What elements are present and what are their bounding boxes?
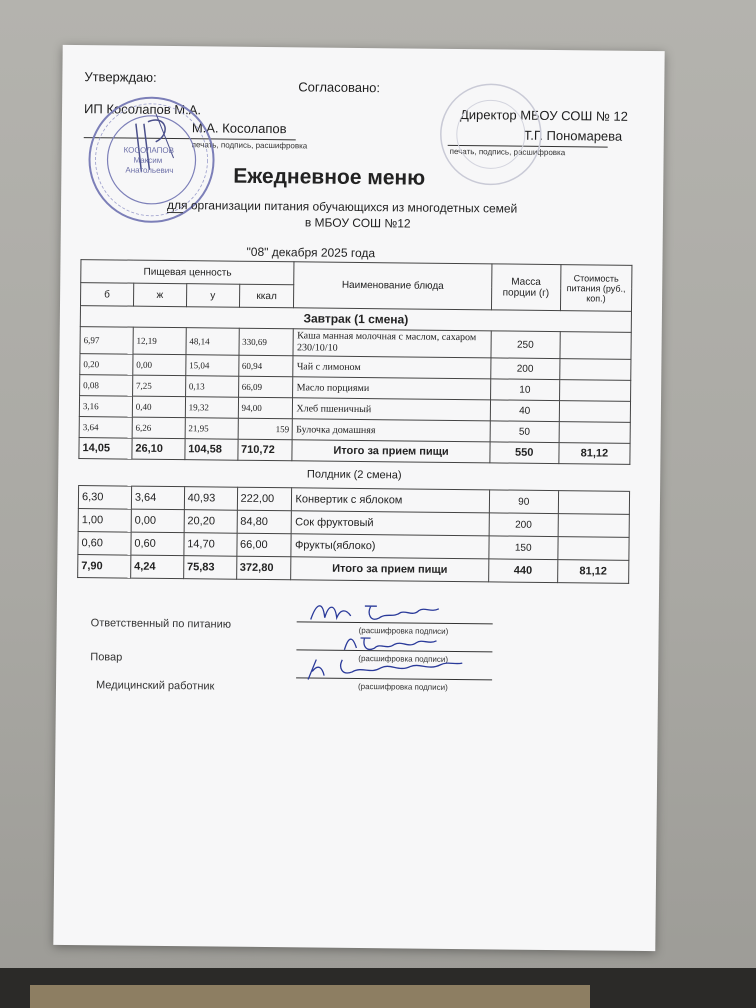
responsible-caption: (расшифровка подписи) (358, 626, 449, 636)
header-kcal: ккал (239, 284, 294, 308)
cell-zh: 0,40 (132, 396, 185, 418)
cell-u: 21,95 (185, 418, 238, 440)
approve-label: Утверждаю: (84, 69, 157, 85)
stamp-line3: Анатольевич (125, 165, 174, 176)
cell-b: 0,20 (80, 354, 133, 376)
stamp-line2: Максим (133, 155, 163, 165)
stamp-line1: КОСОЛАПОВ (123, 145, 175, 156)
cell-dish: Хлеб пшеничный (293, 398, 490, 421)
cook-caption: (расшифровка подписи) (358, 654, 449, 664)
total-b: 7,90 (78, 555, 131, 579)
cell-kcal: 94,00 (238, 397, 293, 419)
cell-cost (560, 359, 631, 381)
header-u: у (186, 284, 239, 308)
header-dish: Наименование блюда (294, 262, 492, 310)
school-stamp (435, 79, 546, 190)
director-caption: печать, подпись, расшифровка (449, 146, 566, 158)
cell-b: 0,08 (80, 375, 133, 397)
total-mass: 550 (490, 442, 559, 464)
cell-mass: 50 (490, 421, 559, 443)
ip-name: ИП Косолапов М.А. (83, 101, 202, 118)
responsible-signature (307, 595, 467, 627)
cook-signature (340, 630, 460, 657)
total-label: Итого за прием пищи (291, 557, 488, 582)
page-title: Ежедневное меню (233, 164, 426, 190)
subtitle-underline (167, 212, 183, 213)
total-cost: 81,12 (557, 560, 628, 584)
cell-cost (559, 422, 630, 444)
background-desk-edge (30, 985, 590, 1008)
header-nutrition: Пищевая ценность (81, 260, 295, 285)
total-u: 75,83 (183, 556, 236, 580)
cell-u: 20,20 (184, 510, 237, 534)
total-zh: 4,24 (131, 555, 184, 579)
total-u: 104,58 (185, 439, 238, 461)
cell-zh: 0,60 (131, 532, 184, 556)
cell-dish: Чай с лимоном (293, 356, 490, 379)
cell-kcal: 159 (238, 418, 293, 440)
cell-kcal: 60,94 (238, 355, 293, 377)
cell-dish: Фрукты(яблоко) (291, 534, 488, 559)
cell-zh: 6,26 (132, 417, 185, 439)
cell-b: 3,16 (79, 396, 132, 418)
cell-mass: 150 (489, 536, 558, 560)
total-label: Итого за прием пищи (292, 440, 489, 463)
snack-total-row (78, 555, 629, 584)
cell-cost (558, 491, 629, 515)
cell-b: 6,30 (78, 486, 131, 510)
menu-table (77, 259, 632, 584)
director-title: Директор МБОУ СОШ № 12 (459, 107, 629, 124)
total-cost: 81,12 (559, 443, 630, 465)
cell-cost (558, 537, 629, 561)
agreed-label: Согласовано: (298, 79, 381, 96)
cell-dish: Булочка домашняя (293, 419, 490, 442)
cell-kcal: 84,80 (237, 510, 292, 534)
medic-label: Медицинский работник (95, 679, 215, 693)
total-b: 14,05 (79, 438, 132, 460)
total-kcal: 372,80 (236, 556, 291, 580)
ip-caption: печать, подпись, расшифровка (191, 140, 308, 151)
cell-u: 48,14 (186, 328, 239, 356)
total-mass: 440 (488, 559, 557, 583)
cell-zh: 0,00 (131, 509, 184, 533)
subtitle-2: в МБОУ СОШ №12 (304, 215, 411, 231)
cell-b: 3,64 (79, 417, 132, 439)
cell-u: 14,70 (184, 533, 237, 557)
cell-mass: 90 (489, 490, 558, 514)
medic-signature (302, 653, 472, 685)
cell-zh: 0,00 (133, 354, 186, 376)
cell-u: 15,04 (185, 355, 238, 377)
cell-zh: 12,19 (133, 327, 186, 355)
total-zh: 26,10 (132, 438, 185, 460)
cell-zh: 7,25 (132, 375, 185, 397)
cell-u: 19,32 (185, 397, 238, 419)
cell-cost (560, 332, 631, 360)
header-cost: Стоимость питания (руб., коп.) (560, 265, 632, 312)
cell-mass: 200 (490, 358, 559, 380)
cell-dish: Сок фруктовый (292, 511, 489, 536)
total-kcal: 710,72 (237, 439, 292, 461)
subtitle-1: для организации питания обучающихся из многодетных семей (166, 197, 518, 216)
snack-title: Полдник (2 смена) (79, 459, 630, 492)
cell-kcal: 330,69 (239, 328, 294, 356)
cell-kcal: 222,00 (237, 487, 292, 511)
cell-cost (559, 401, 630, 423)
cell-u: 0,13 (185, 376, 238, 398)
cell-cost (559, 380, 630, 402)
cell-kcal: 66,00 (236, 533, 291, 557)
cell-b: 1,00 (78, 509, 131, 533)
cell-cost (558, 514, 629, 538)
menu-document (53, 45, 664, 951)
cook-label: Повар (90, 651, 123, 664)
cell-mass: 250 (491, 331, 560, 359)
cell-kcal: 66,09 (238, 376, 293, 398)
cell-dish: Масло порциями (293, 377, 490, 400)
director-name: Т.Г. Пономарева (523, 127, 623, 144)
header-zh: ж (133, 283, 186, 307)
cell-b: 6,97 (80, 327, 133, 355)
cell-mass: 10 (490, 379, 559, 401)
header-mass: Масса порции (г) (491, 264, 561, 311)
menu-date: "08" декабря 2025 года (246, 244, 376, 261)
cell-mass: 40 (490, 400, 559, 422)
cell-dish: Конвертик с яблоком (292, 488, 489, 513)
ip-sign-name: М.А. Косолапов (191, 120, 287, 137)
responsible-label: Ответственный по питанию (90, 617, 232, 631)
header-b: б (80, 283, 133, 307)
cell-u: 40,93 (184, 487, 237, 511)
cell-b: 0,60 (78, 532, 131, 556)
cell-mass: 200 (489, 513, 558, 537)
breakfast-title: Завтрак (1 смена) (80, 306, 631, 333)
cell-dish: Каша манная молочная с маслом, сахаром 230/10/10 (293, 329, 490, 358)
cell-zh: 3,64 (131, 486, 184, 510)
medic-caption: (расшифровка подписи) (357, 682, 448, 692)
